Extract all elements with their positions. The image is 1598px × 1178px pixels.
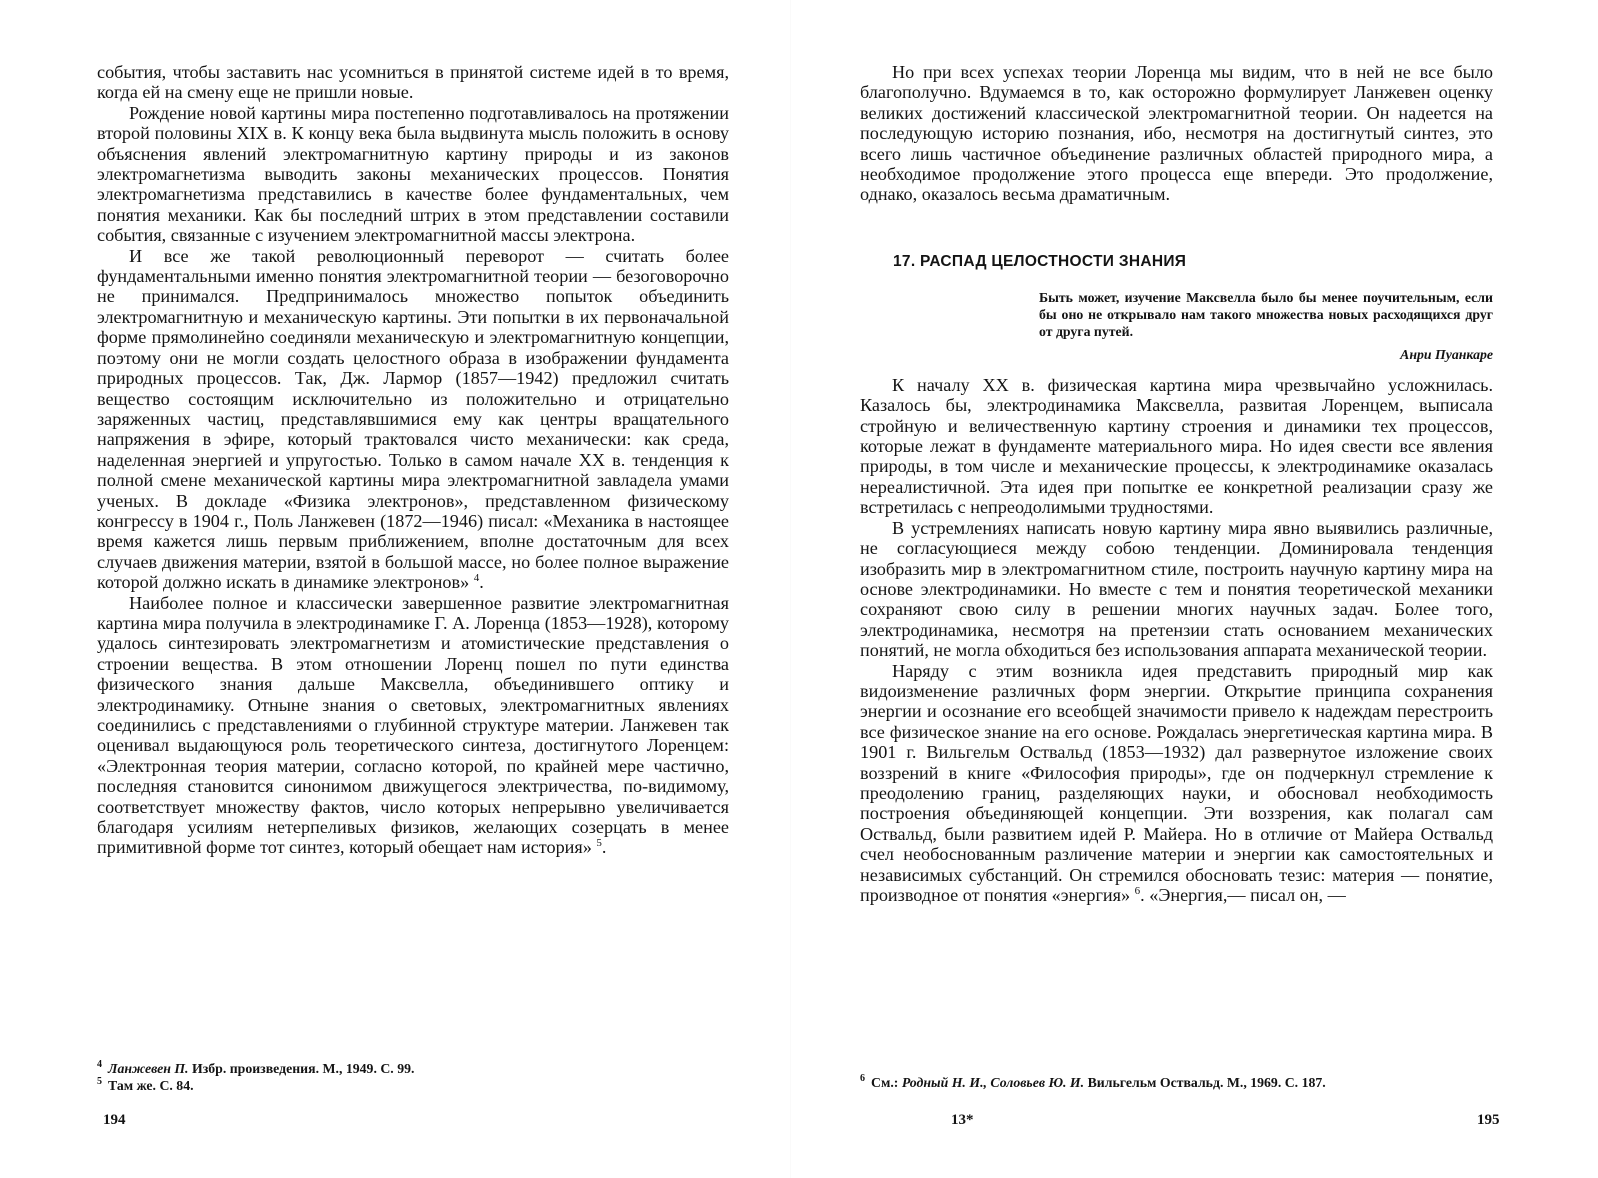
epigraph (1039, 289, 1493, 363)
signature-mark: 13* (951, 1112, 974, 1128)
section-heading: 17. РАСПАД ЦЕЛОСТНОСТИ ЗНАНИЯ (893, 252, 1187, 270)
footnote-ref-6: 6 (1134, 884, 1141, 897)
footnote-4 (97, 1060, 729, 1077)
left-paragraph-3: И все же такой революционный переворот — считать более фундаментальными именно понятия электромагнитной теории — безоговорочно не принимался. Предпринималось множество попыток объединить электромагнитную и механическую картины. Эти попытки в их первоначальной форме прямолинейно соединяли механическую и электромагнитную концепции, поэтому они не могли создать целостного образа в изображении фундамента природных процессов. Так, Дж. Лармор (1857—1942) предложил считать вещество состоящим исключительно из положительно и отрицательно заряженных частиц, представлявшимися ему как центры вращательного напряжения в эфире, который трактовался чисто механически: как среда, наделенная энергией и упругостью. Только в самом начале XX в. тенденция к полной смене механической картины мира электромагнитной завладела умами ученых. В докладе «Физика электронов», представленном физическому конгрессу в 1904 г., Поль Ланжевен (1872—1946) писал: «Механика в настоящее время кажется лишь первым приближением, вполне достаточным для всех случаев движения материи, взятой в большой массе, но более полное выражение которой должно искать в динамике электронов» $^4$. (97, 245, 729, 593)
footnote-ref-5: 5 (596, 837, 602, 850)
page-number-left: 194 (103, 1112, 126, 1128)
left-text-column (97, 62, 729, 858)
footnote-text: Там же. С. 84. (108, 1078, 194, 1093)
right-text-column (860, 62, 1493, 905)
right-paragraph-3: Наряду с этим возникла идея представить природный мир как видоизменение различных форм энергии. Открытие принципа сохранения энергии и осознание его всеобщей значимости привело к надеждам перестроить все физическое знание на его основе. Рождалась энергетическая картина мира. В 1901 г. Вильгельм Оствальд (1853—1932) дал развернутое изложение своих воззрений в книге «Философия природы», где он подчеркнул стремление к преодолению границ, разделяющих науки, и обосновал необходимость построения объединяющей концепции. Эти воззрения, как полагал сам Оствальд, были развитием идей Р. Майера. Но в отличие от Майера Оствальд счел необоснованным различение материи и энергии как самостоятельных и независимых субстанций. Он стремился обосновать тезис: материя — понятие, производное от понятия «энергия» $^6$. «Энергия,— писал он, — (860, 660, 1493, 905)
left-footnotes (97, 1060, 729, 1094)
page-number-right: 195 (1477, 1112, 1500, 1128)
footnote-5 (97, 1077, 729, 1094)
right-page (799, 0, 1598, 1178)
epigraph-author: Анри Пуанкаре (1400, 346, 1493, 362)
footnote-mark-5: 5 (97, 1076, 102, 1088)
left-paragraph-4: Наиболее полное и классически завершенное развитие электромагнитная картина мира получила в электродинамике Г. А. Лоренца (1853—1928), которому удалось синтезировать электромагнетизм и атомистические представления о строении вещества. В этом отношении Лоренц пошел по пути единства физического знания дальше Максвелла, объединившего оптику и электродинамику. Отныне знания о световых, электромагнитных явлениях соединились с представлениями о глубинной структуре материи. Ланжевен так оценивал выдающуюся роль теоретического синтеза, достигнутого Лоренцем: «Электронная теория материи, согласно которой, по крайней мере частично, последняя становится синонимом движущегося электричества, по-видимому, соответствует множеству фактов, число которых непрерывно увеличивается благодаря усилиям нетерпеливых физиков, желающих созерцать в менее примитивной форме тот синтез, который обещает нам история» $^5$. (97, 592, 729, 858)
left-paragraph-4-text: Наиболее полное и классически завершенное развитие электромагнитная картина мира получила в электродинамике Г. А. Лоренца (1853—1928), которому удалось синтезировать электромагнетизм и атомистические представления о строении вещества. В этом отношении Лоренц пошел по пути единства физического знания дальше Максвелла, объединившего оптику и электродинамику. Отныне знания о световых, электромагнитных явлениях соединились с представлениями о глубинной структуре материи. Ланжевен так оценивал выдающуюся роль теоретического синтеза, достигнутого Лоренцем: «Электронная теория материи, согласно которой, по крайней мере частично, последняя становится синонимом движущегося электричества, по-видимому, соответствует множеству фактов, число которых непрерывно увеличивается благодаря усилиям нетерпеливых физиков, желающих созерцать в менее примитивной форме тот синтез, который обещает нам история» (97, 592, 729, 858)
footnote-text: Избр. произведения. М., 1949. С. 99. (191, 1061, 415, 1076)
right-paragraph-3-tail: «Энергия,— писал он, — (1144, 885, 1346, 905)
footnote-mark-6: 6 (860, 1073, 865, 1085)
left-paragraph-1: события, чтобы заставить нас усомниться в принятой системе идей в то время, когда ей на смену еще не пришли новые. (97, 62, 729, 103)
right-paragraph-3-text: Наряду с этим возникла идея представить природный мир как видоизменение различных форм энергии. Открытие принципа сохранения энергии и осознание его всеобщей значимости привело к надеждам перестроить все физическое знание на его основе. Рождалась энергетическая картина мира. В 1901 г. Вильгельм Оствальд (1853—1932) дал развернутое изложение своих воззрений в книге «Философия природы», где он подчеркнул стремление к преодолению границ, разделяющих науки, и обосновал необходимость построения объединяющей концепции. Эти воззрения, как полагал сам Оствальд, были развитием идей Р. Майера. Но в отличие от Майера Оствальд счел необоснованным различение материи и энергии как самостоятельных и независимых субстанций. Он стремился обосновать тезис: материя — понятие, производное от понятия «энергия» (860, 660, 1493, 905)
footnote-authors: Родный Н. И., Соловьев Ю. И. (901, 1075, 1085, 1090)
footnote-ref-4: 4 (473, 572, 480, 585)
right-intro-paragraph: Но при всех успехах теории Лоренца мы видим, что в ней не все было благополучно. Вдумаемся в то, как осторожно формулирует Ланжевен оценку великих достижений классической электромагнитной теории. Он надеется на последующую историю познания, ибо, несмотря на достигнутый синтез, это всего лишь частичное объединение различных областей природного мира, а необходимое продолжение этого процесса еще впереди. Это продолжение, однако, оказалось весьма драматичным. (860, 62, 1493, 205)
left-paragraph-3-text: И все же такой революционный переворот — считать более фундаментальными именно понятия электромагнитной теории — безоговорочно не принимался. Предпринималось множество попыток объединить электромагнитную и механическую картины. Эти попытки в их первоначальной форме прямолинейно соединяли механическую и электромагнитную концепции, поэтому они не могли создать целостного образа в изображении фундамента природных процессов. Так, Дж. Лармор (1857—1942) предложил считать вещество состоящим исключительно из положительно и отрицательно заряженных частиц, представлявшимися ему как центры вращательного напряжения в эфире, который трактовался чисто механически: как среда, наделенная энергией и упругостью. Только в самом начале XX в. тенденция к полной смене механической картины мира электромагнитной завладела умами ученых. В докладе «Физика электронов», представленном физическому конгрессу в 1904 г., Поль Ланжевен (1872—1946) писал: «Механика в настоящее время кажется лишь первым приближением, вполне достаточным для всех случаев движения материи, взятой в большой массе, но более полное выражение которой должно искать в динамике электронов» (97, 245, 729, 593)
footnote-6 (860, 1074, 1493, 1091)
left-paragraph-2: Рождение новой картины мира постепенно подготавливалось на протяжении второй половины XIX в. К концу века была выдвинута мысль положить в основу объяснения явлений электромагнитную картину природы и из законов электромагнетизма выводить законы механических процессов. Понятия электромагнетизма представились в качестве более фундаментальных, чем понятия механики. Как бы последний штрих в этом представлении составили события, связанные с изучением электромагнитной массы электрона. (97, 102, 729, 246)
right-paragraph-1: К началу XX в. физическая картина мира чрезвычайно усложнилась. Казалось бы, электродинамика Максвелла, развитая Лоренцем, выписала стройную и величественную картину строения и динамики тех процессов, которые лежат в фундаменте материального мира. Но идея свести все явления природы, в том числе и механические процессы, к электродинамике оказалась нереалистичной. Эта идея при попытке ее конкретной реализации сразу же встретилась с непреодолимыми трудностями. (860, 374, 1493, 518)
footnote-mark-4: 4 (97, 1059, 102, 1071)
right-paragraph-2: В устремлениях написать новую картину мира явно выявились различные, не согласующиеся между собою тенденции. Доминировала тенденция изобразить мир в электромагнитном стиле, построить научную картину мира на основе электродинамики. Но вместе с тем и понятия теоретической механики сохраняют свою силу в решении многих научных задач. Более того, электродинамика, несмотря на претензии стать основанием механических понятий, не могла обходиться без использования аппарата механической теории. (860, 517, 1493, 661)
footnote-text: Вильгельм Оствальд. М., 1969. С. 187. (1087, 1075, 1326, 1090)
footnote-prefix: См.: (871, 1075, 899, 1090)
epigraph-text: Быть может, изучение Максвелла было бы менее поучительным, если бы оно не открывало нам такого множества новых расходящихся друг от друга путей. (1039, 289, 1493, 339)
footnote-author: Ланжевен П. (108, 1061, 189, 1076)
right-footnotes (860, 1074, 1493, 1091)
